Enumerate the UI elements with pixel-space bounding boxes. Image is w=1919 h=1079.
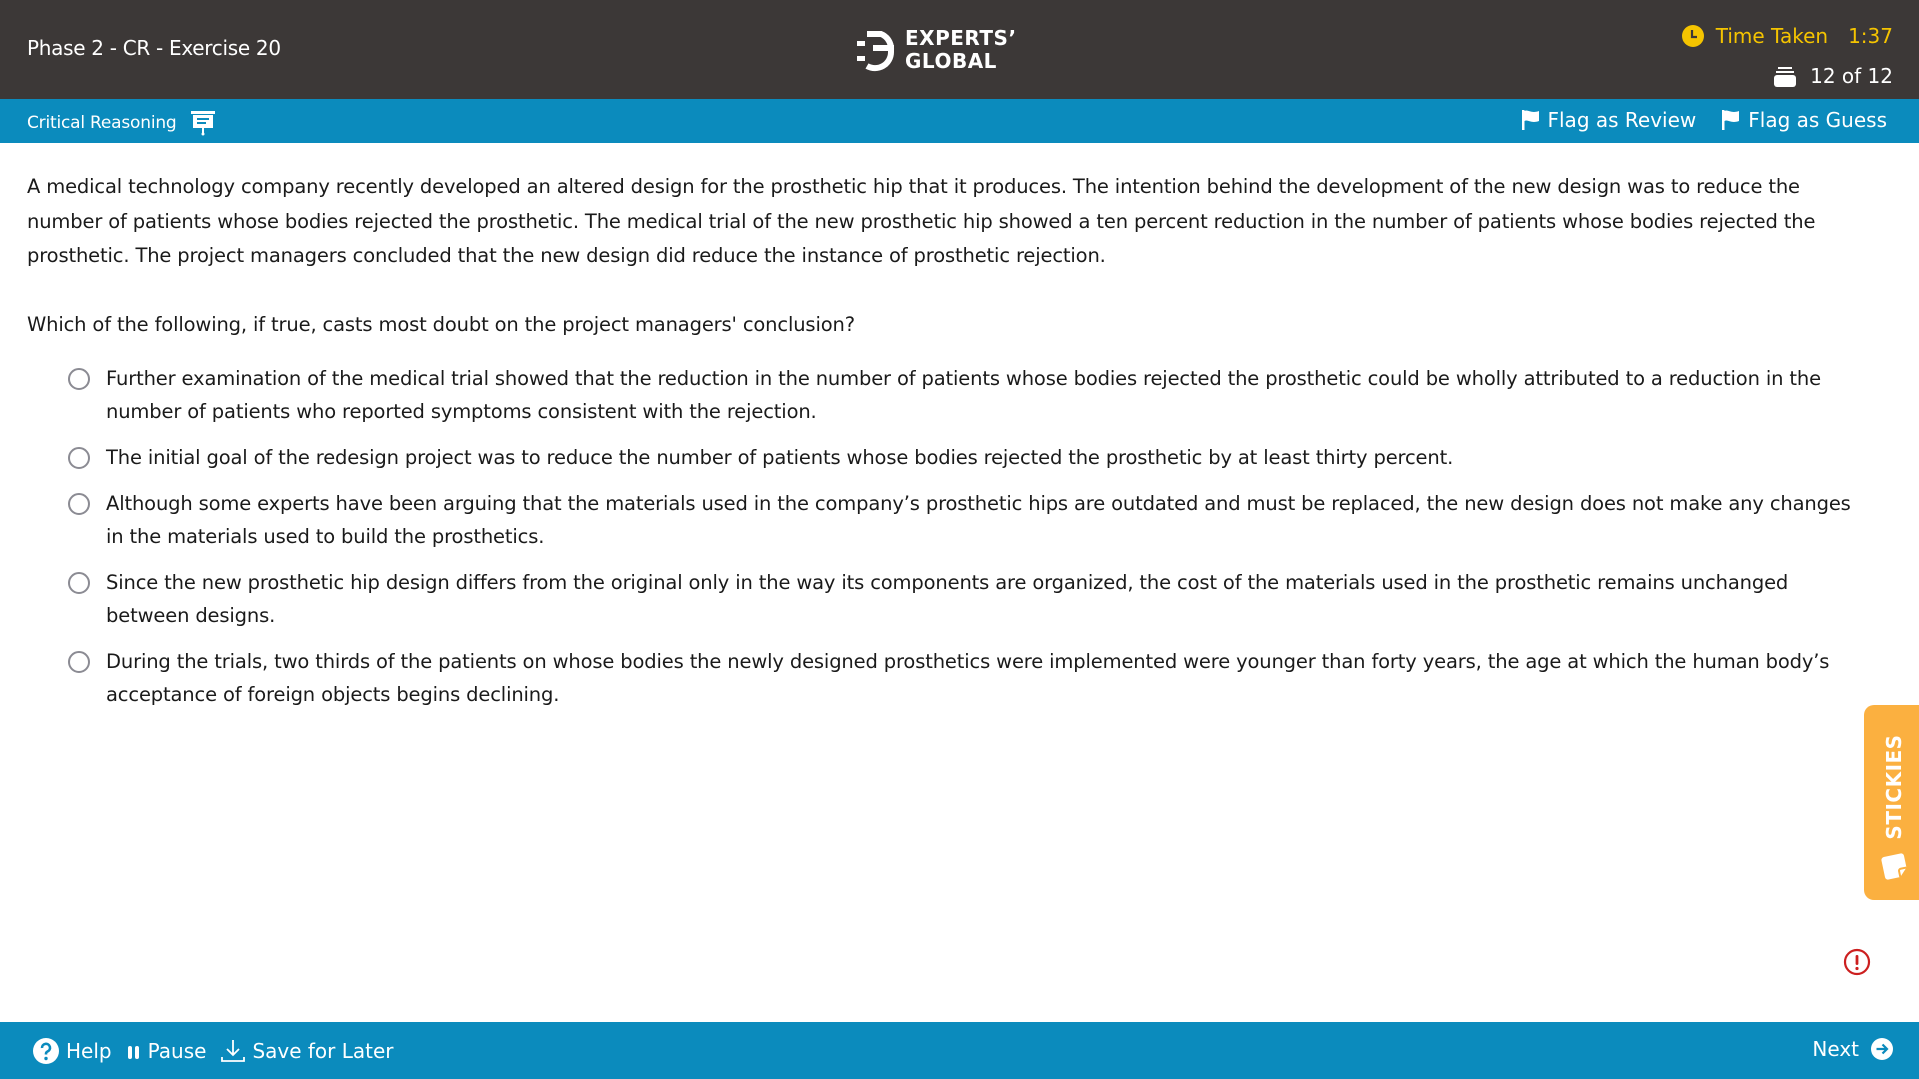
stickies-label: STICKIES bbox=[1882, 734, 1906, 840]
time-taken-label: Time Taken bbox=[1715, 24, 1829, 48]
logo-line-2: GLOBAL bbox=[905, 49, 997, 73]
logo-line-1: EXPERTS’ bbox=[905, 26, 1017, 50]
radio-button[interactable] bbox=[68, 651, 90, 673]
question-counter bbox=[1774, 64, 1893, 88]
flag-as-guess-label: Flag as Guess bbox=[1748, 108, 1887, 132]
answer-option-d[interactable] bbox=[27, 566, 1857, 632]
flag-as-review-label: Flag as Review bbox=[1547, 108, 1697, 132]
pause-icon bbox=[126, 1042, 142, 1060]
download-icon bbox=[220, 1038, 246, 1064]
exclamation-circle-icon[interactable] bbox=[1843, 948, 1871, 976]
logo-g-icon bbox=[855, 28, 895, 72]
question-content bbox=[27, 170, 1857, 706]
radio-button[interactable] bbox=[68, 368, 90, 390]
option-text: Further examination of the medical trial showed that the reduction in the number of patients whose bodies rejected the prosthetic could be wholly attributed to a reduction in the number of patients who reported symptoms consistent with the rejection. bbox=[106, 367, 1821, 423]
answer-option-c[interactable] bbox=[27, 487, 1857, 553]
option-text: Since the new prosthetic hip design differs from the original only in the way its components are organized, the cost of the materials used in the prosthetic remains unchanged between designs. bbox=[106, 571, 1789, 627]
section-label: Critical Reasoning bbox=[27, 113, 177, 133]
clock-icon bbox=[1682, 25, 1704, 47]
question-circle-icon bbox=[32, 1037, 60, 1065]
pause-label: Pause bbox=[147, 1039, 207, 1063]
top-header bbox=[0, 0, 1919, 99]
answer-option-e[interactable] bbox=[27, 645, 1857, 711]
flag-icon bbox=[1722, 110, 1740, 130]
exercise-title: Phase 2 - CR - Exercise 20 bbox=[27, 36, 281, 60]
flag-as-guess-button[interactable] bbox=[1722, 108, 1887, 132]
option-text: During the trials, two thirds of the patients on whose bodies the newly designed prosthetics were implemented were younger than forty years, the age at which the human body’s acceptance of foreign objects begins declining. bbox=[106, 650, 1830, 706]
sticky-note-icon bbox=[1881, 853, 1908, 880]
section-name bbox=[27, 110, 215, 136]
flag-as-review-button[interactable] bbox=[1522, 108, 1697, 132]
option-text: Although some experts have been arguing that the materials used in the company’s prosthetic hips are outdated and must be replaced, the new design does not make any changes in the materials used to build the prosthetics. bbox=[106, 492, 1851, 548]
pause-button[interactable] bbox=[126, 1039, 207, 1063]
stickies-tab[interactable] bbox=[1864, 705, 1919, 900]
answer-option-a[interactable] bbox=[27, 362, 1857, 428]
passage-text: A medical technology company recently developed an altered design for the prosthetic hip that it produces. The intention behind the development of the new design was to reduce the number of patients whose bodies rejected the prosthetic. The medical trial of the new prosthetic hip showed a ten percent reduction in the number of patients whose bodies rejected the prosthetic. The project managers concluded that the new design did reduce the instance of prosthetic rejection. bbox=[27, 175, 1816, 267]
question-stem: Which of the following, if true, casts most doubt on the project managers' conclusion? bbox=[27, 312, 855, 336]
question-stack-icon bbox=[1774, 65, 1796, 87]
save-for-later-button[interactable] bbox=[220, 1038, 393, 1064]
answer-options bbox=[27, 362, 1857, 711]
radio-button[interactable] bbox=[68, 493, 90, 515]
presentation-board-icon bbox=[191, 110, 215, 136]
option-text: The initial goal of the redesign project was to reduce the number of patients whose bodies rejected the prosthetic by at least thirty percent. bbox=[106, 446, 1454, 469]
time-taken-value: 1:37 bbox=[1848, 24, 1893, 48]
help-button[interactable] bbox=[32, 1037, 112, 1065]
radio-button[interactable] bbox=[68, 572, 90, 594]
next-button[interactable] bbox=[1812, 1037, 1893, 1061]
answer-option-b[interactable] bbox=[27, 441, 1857, 474]
arrow-right-circle-icon bbox=[1871, 1038, 1893, 1060]
experts-global-logo bbox=[855, 26, 1017, 74]
radio-button[interactable] bbox=[68, 447, 90, 469]
question-counter-text: 12 of 12 bbox=[1810, 64, 1893, 88]
section-bar bbox=[0, 99, 1919, 143]
time-taken bbox=[1682, 24, 1893, 48]
help-label: Help bbox=[66, 1039, 112, 1063]
flag-icon bbox=[1522, 110, 1540, 130]
next-label: Next bbox=[1812, 1037, 1859, 1061]
footer-bar bbox=[0, 1022, 1919, 1079]
save-for-later-label: Save for Later bbox=[252, 1039, 394, 1063]
